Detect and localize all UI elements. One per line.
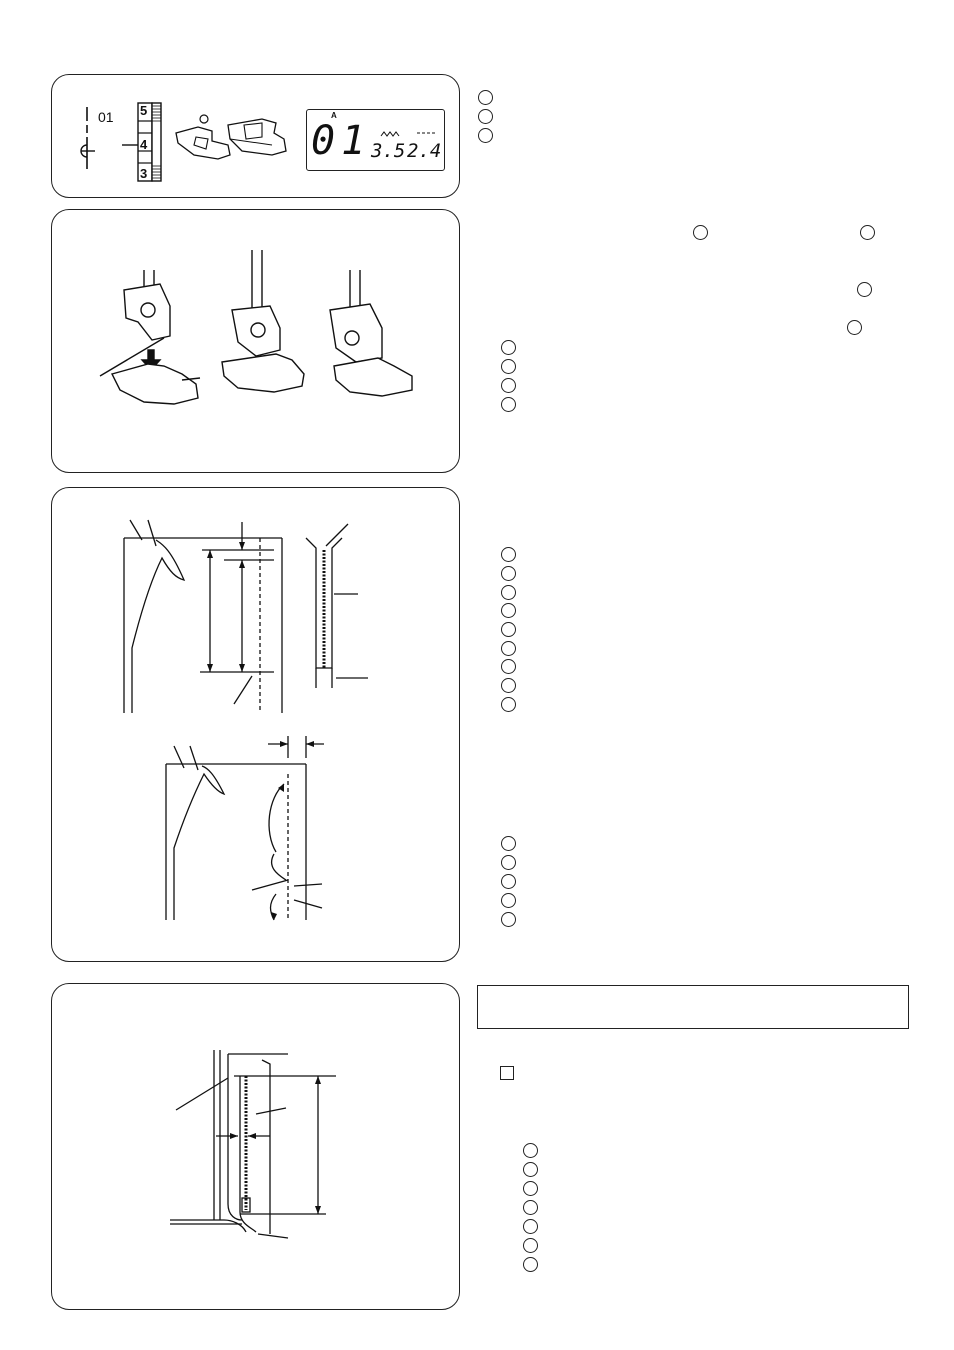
callout-marker bbox=[501, 547, 516, 562]
callout-marker bbox=[501, 893, 516, 908]
callout-marker bbox=[501, 697, 516, 712]
lcd-pattern-number: 01 bbox=[311, 118, 372, 164]
length-symbol-icon bbox=[417, 131, 435, 135]
callout-marker bbox=[501, 397, 516, 412]
zigzag-foot-icon bbox=[172, 111, 232, 163]
callout-marker bbox=[501, 566, 516, 581]
fabric-measure-diagram bbox=[52, 488, 461, 963]
checkbox-marker bbox=[500, 1066, 514, 1080]
callout-marker bbox=[501, 622, 516, 637]
callout-marker bbox=[501, 912, 516, 927]
callout-marker bbox=[857, 282, 872, 297]
callout-marker bbox=[478, 128, 493, 143]
callout-marker bbox=[501, 359, 516, 374]
callout-marker bbox=[860, 225, 875, 240]
zipper-foot-icon bbox=[224, 111, 290, 163]
callout-marker bbox=[501, 603, 516, 618]
callout-marker bbox=[523, 1257, 538, 1272]
callout-marker bbox=[501, 340, 516, 355]
note-box bbox=[477, 985, 909, 1029]
lcd-width-value: 3.5 bbox=[371, 140, 406, 162]
panel-sew-zipper bbox=[51, 983, 460, 1310]
pattern-number-label: 01 bbox=[98, 109, 114, 125]
callout-marker bbox=[523, 1219, 538, 1234]
callout-marker bbox=[523, 1162, 538, 1177]
panel-settings bbox=[51, 74, 460, 198]
callout-marker bbox=[501, 836, 516, 851]
width-symbol-icon bbox=[381, 131, 399, 137]
panel-attach-foot bbox=[51, 209, 460, 473]
callout-marker bbox=[847, 320, 862, 335]
lcd-length-value: 2.4 bbox=[407, 140, 442, 162]
lcd-display bbox=[306, 109, 445, 171]
callout-marker bbox=[523, 1200, 538, 1215]
panel-prepare-fabric bbox=[51, 487, 460, 962]
callout-marker bbox=[501, 641, 516, 656]
callout-marker bbox=[523, 1143, 538, 1158]
dial-mark-4: 4 bbox=[140, 137, 148, 152]
callout-marker bbox=[478, 109, 493, 124]
callout-marker bbox=[523, 1238, 538, 1253]
callout-marker bbox=[501, 678, 516, 693]
dial-mark-5: 5 bbox=[140, 103, 148, 118]
lcd-mode-indicator: A bbox=[331, 111, 337, 120]
callout-marker bbox=[523, 1181, 538, 1196]
callout-marker bbox=[501, 855, 516, 870]
callout-marker bbox=[501, 659, 516, 674]
foot-attach-illustration bbox=[52, 210, 461, 474]
dial-mark-3: 3 bbox=[140, 166, 148, 181]
callout-marker bbox=[501, 874, 516, 889]
zipper-sewing-diagram bbox=[52, 984, 461, 1311]
callout-marker bbox=[478, 90, 493, 105]
callout-marker bbox=[501, 585, 516, 600]
callout-marker bbox=[693, 225, 708, 240]
callout-marker bbox=[501, 378, 516, 393]
